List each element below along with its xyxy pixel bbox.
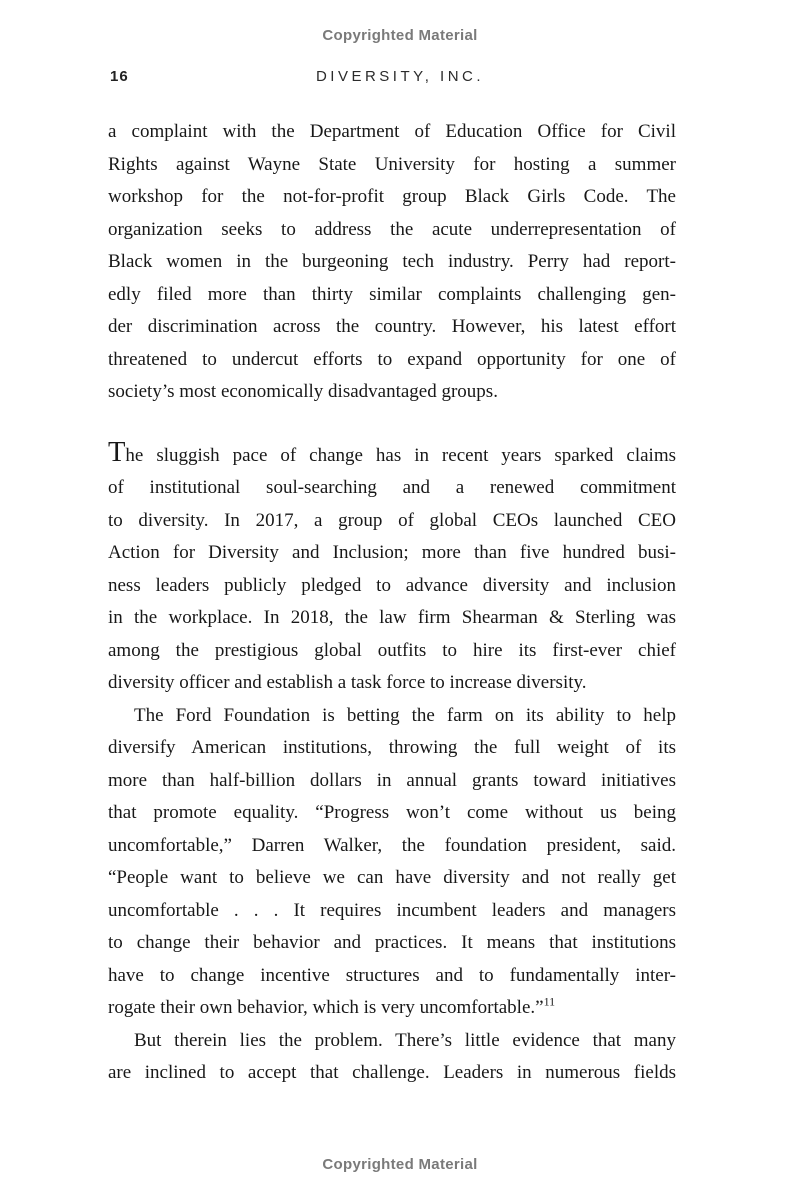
footnote-marker: 11 xyxy=(543,994,556,1009)
text-line: to change their behavior and practices. It means that institutions xyxy=(108,932,676,953)
text-line: more than half-billion dollars in annual grants toward initiatives xyxy=(108,769,676,791)
text-line: workshop for the not-for-profit group Black Girls Code. The xyxy=(108,186,676,207)
text-line-content: rogate their own behavior, which is very uncomfortable.” xyxy=(108,997,544,1018)
text-line: are inclined to accept that challenge. Leaders in numerous fields xyxy=(108,1062,676,1083)
text-line: uncomfortable,” Darren Walker, the foundation president, said. xyxy=(108,834,676,856)
text-line: uncomfortable . . . It requires incumbent leaders and managers xyxy=(108,899,676,921)
text-line: society’s most economically disadvantaged groups. xyxy=(108,381,498,402)
text-line: among the prestigious global outfits to hire its first-ever chief xyxy=(108,639,676,661)
page-number: 16 xyxy=(110,68,129,85)
paragraph xyxy=(108,436,676,700)
text-line: threatened to undercut efforts to expand opportunity for one of xyxy=(108,348,676,370)
body-text xyxy=(108,116,676,1090)
paragraph xyxy=(108,116,676,409)
text-line: edly filed more than thirty similar complaints challenging gen- xyxy=(108,283,676,305)
text-line: Black women in the burgeoning tech industry. Perry had report- xyxy=(108,251,676,272)
text-line: organization seeks to address the acute underrepresentation of xyxy=(108,218,676,240)
text-line: to diversity. In 2017, a group of global CEOs launched CEO xyxy=(108,509,676,531)
text-line xyxy=(108,992,676,1025)
copyright-notice-bottom: Copyrighted Material xyxy=(322,1156,478,1173)
text-line: of institutional soul-searching and a renewed commitment xyxy=(108,477,676,498)
section-initial-cap: T xyxy=(108,436,126,468)
text-line: Rights against Wayne State University for hosting a summer xyxy=(108,153,676,175)
text-line: Action for Diversity and Inclusion; more than five hundred busi- xyxy=(108,542,676,563)
paragraph xyxy=(108,700,676,1025)
paragraph xyxy=(108,1025,676,1090)
text-line: The Ford Foundation is betting the farm on its ability to help xyxy=(134,704,676,726)
text-line: der discrimination across the country. However, his latest effort xyxy=(108,316,676,337)
text-line-content: he sluggish pace of change has in recent years sparked claims xyxy=(125,444,676,466)
text-line: a complaint with the Department of Education Office for Civil xyxy=(108,121,676,142)
page-header xyxy=(0,68,800,88)
text-line: ness leaders publicly pledged to advance diversity and inclusion xyxy=(108,574,676,596)
text-line: “People want to believe we can have diversity and not really get xyxy=(108,867,676,888)
text-line: that promote equality. “Progress won’t come without us being xyxy=(108,802,676,823)
copyright-notice-top: Copyrighted Material xyxy=(322,27,478,44)
text-line xyxy=(108,436,676,473)
text-line: diversity officer and establish a task force to increase diversity. xyxy=(108,672,587,693)
text-line: have to change incentive structures and to fundamentally inter- xyxy=(108,964,676,986)
text-line: diversify American institutions, throwing the full weight of its xyxy=(108,737,676,758)
text-line: in the workplace. In 2018, the law firm Shearman & Sterling was xyxy=(108,607,676,628)
text-line: But therein lies the problem. There’s little evidence that many xyxy=(134,1029,676,1051)
running-title: DIVERSITY, INC. xyxy=(315,68,485,85)
